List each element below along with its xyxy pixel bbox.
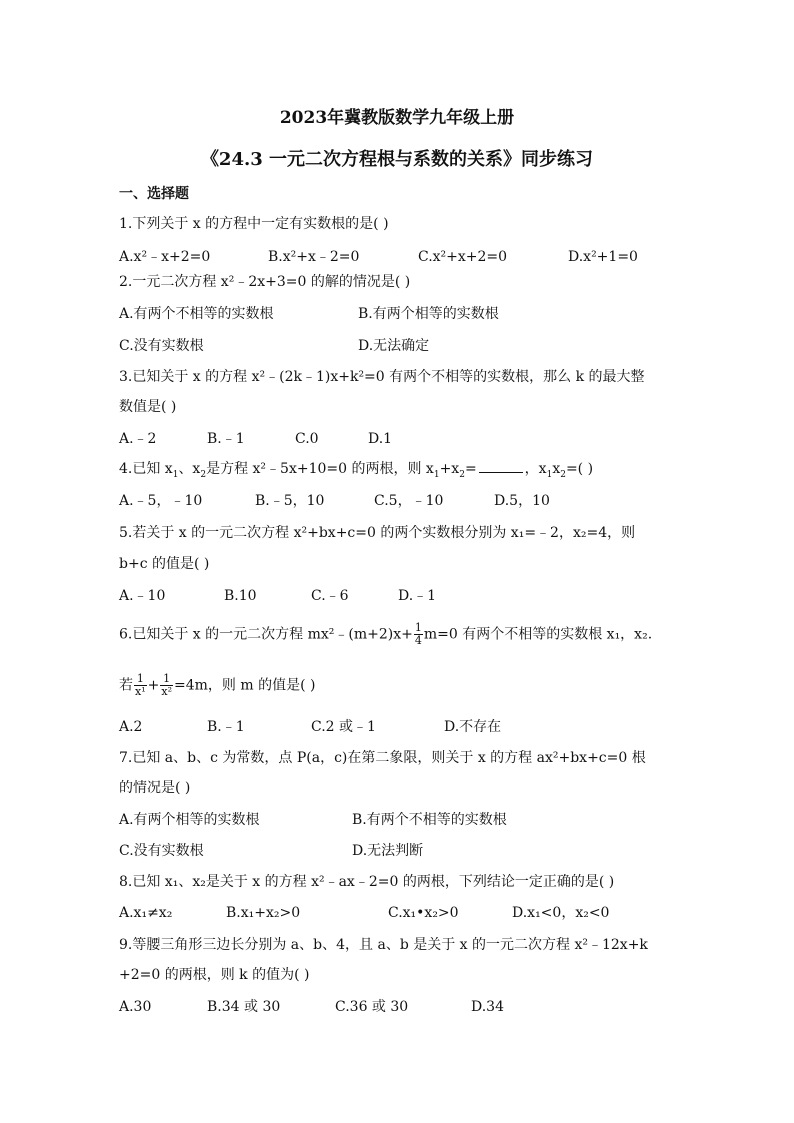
question-3-stem-line1: 3.已知关于 x 的方程 x²﹣(2k﹣1)x+k²=0 有两个不相等的实数根，那么 k 的最大整	[119, 369, 645, 385]
question-5-option-b: B.10	[224, 588, 257, 604]
question-4-stem: 4.已知 $x_1$、$x_2$是方程 x²﹣5x+10=0 的两根，则 $x_1+x_2=$ ，$x_1x_2=$( )	[119, 461, 594, 480]
question-6-option-b: B.﹣1	[207, 719, 245, 735]
question-3-option-c: C.0	[295, 431, 319, 447]
question-8-option-b: B.x₁+x₂>0	[226, 905, 301, 921]
document-subtitle: 《24.3 一元二次方程根与系数的关系》同步练习	[200, 149, 594, 170]
question-1-option-a: A.x²﹣x+2=0	[119, 249, 211, 265]
question-3-stem-line2: 数值是( )	[119, 399, 177, 415]
question-2-option-c: C.没有实数根	[119, 338, 204, 354]
fraction-one-quarter: $\frac{1}{4}$	[414, 621, 422, 647]
question-6-option-c: C.2 或﹣1	[311, 719, 376, 735]
question-7-option-a: A.有两个相等的实数根	[119, 812, 260, 828]
question-4-option-b: B.﹣5，10	[255, 493, 325, 509]
question-5-stem-line1: 5.若关于 x 的一元二次方程 x²+bx+c=0 的两个实数根分别为 x₁=﹣2，x₂=4，则	[119, 525, 636, 541]
question-6-stem-line2: 若 $\frac{1}{\text{x¹}}$ + $\frac{1}{\text{x²}}$ =4m，则 m 的值是( )	[119, 672, 316, 698]
question-7-stem-line2: 的情况是( )	[119, 780, 191, 796]
question-9-option-b: B.34 或 30	[207, 999, 281, 1015]
question-2-stem: 2.一元二次方程 x²﹣2x+3=0 的解的情况是( )	[119, 274, 411, 290]
question-5-option-c: C.﹣6	[311, 588, 349, 604]
question-9-option-c: C.36 或 30	[335, 999, 409, 1015]
question-5-option-d: D.﹣1	[398, 588, 437, 604]
question-8-option-a: A.x₁≠x₂	[119, 905, 173, 921]
question-4-option-a: A.﹣5，﹣10	[119, 493, 203, 509]
question-8-option-d: D.x₁<0，x₂<0	[512, 905, 610, 921]
question-9-option-d: D.34	[471, 999, 504, 1015]
question-5-stem-line2: b+c 的值是( )	[119, 556, 210, 572]
question-1-option-d: D.x²+1=0	[568, 249, 638, 265]
fraction-1-over-x1: $\frac{1}{\text{x¹}}$	[135, 672, 146, 698]
question-2-option-b: B.有两个相等的实数根	[358, 306, 499, 322]
question-7-option-d: D.无法判断	[352, 843, 424, 859]
question-3-option-d: D.1	[368, 431, 393, 447]
question-3-option-b: B.﹣1	[207, 431, 245, 447]
section-heading: 一、选择题	[119, 186, 189, 202]
question-6-option-d: D.不存在	[444, 719, 502, 735]
question-7-stem-line1: 7.已知 a、b、c 为常数，点 P(a，c)在第二象限，则关于 x 的方程 ax²+bx+c=0 根	[119, 750, 646, 766]
fraction-1-over-x2: $\frac{1}{\text{x²}}$	[161, 672, 172, 698]
question-4-option-d: D.5，10	[494, 493, 550, 509]
question-9-stem-line2: +2=0 的两根，则 k 的值为( )	[119, 967, 310, 983]
answer-blank[interactable]	[479, 460, 523, 473]
question-9-stem-line1: 9.等腰三角形三边长分别为 a、b、4，且 a、b 是关于 x 的一元二次方程 x²﹣12x+k	[119, 937, 648, 953]
question-8-option-c: C.x₁•x₂>0	[388, 905, 459, 921]
question-4-option-c: C.5，﹣10	[374, 493, 444, 509]
question-6-stem-line1: 6.已知关于 x 的一元二次方程 mx²﹣(m+2)x+ $\frac{1}{4}$ m=0 有两个不相等的实数根 x₁，x₂.	[119, 621, 653, 647]
question-8-stem: 8.已知 x₁、x₂是关于 x 的方程 x²﹣ax﹣2=0 的两根，下列结论一定正确的是( )	[119, 874, 615, 890]
question-7-option-c: C.没有实数根	[119, 843, 204, 859]
question-5-option-a: A.﹣10	[119, 588, 166, 604]
question-6-option-a: A.2	[119, 719, 143, 735]
question-7-option-b: B.有两个不相等的实数根	[352, 812, 507, 828]
question-1-option-c: C.x²+x+2=0	[418, 249, 508, 265]
question-9-option-a: A.30	[119, 999, 152, 1015]
question-2-option-d: D.无法确定	[358, 338, 430, 354]
question-1-option-b: B.x²+x﹣2=0	[268, 249, 360, 265]
document-title: 2023年冀教版数学九年级上册	[279, 108, 515, 128]
question-3-option-a: A.﹣2	[119, 431, 157, 447]
question-2-option-a: A.有两个不相等的实数根	[119, 306, 274, 322]
question-1-stem: 1.下列关于 x 的方程中一定有实数根的是( )	[119, 216, 389, 232]
